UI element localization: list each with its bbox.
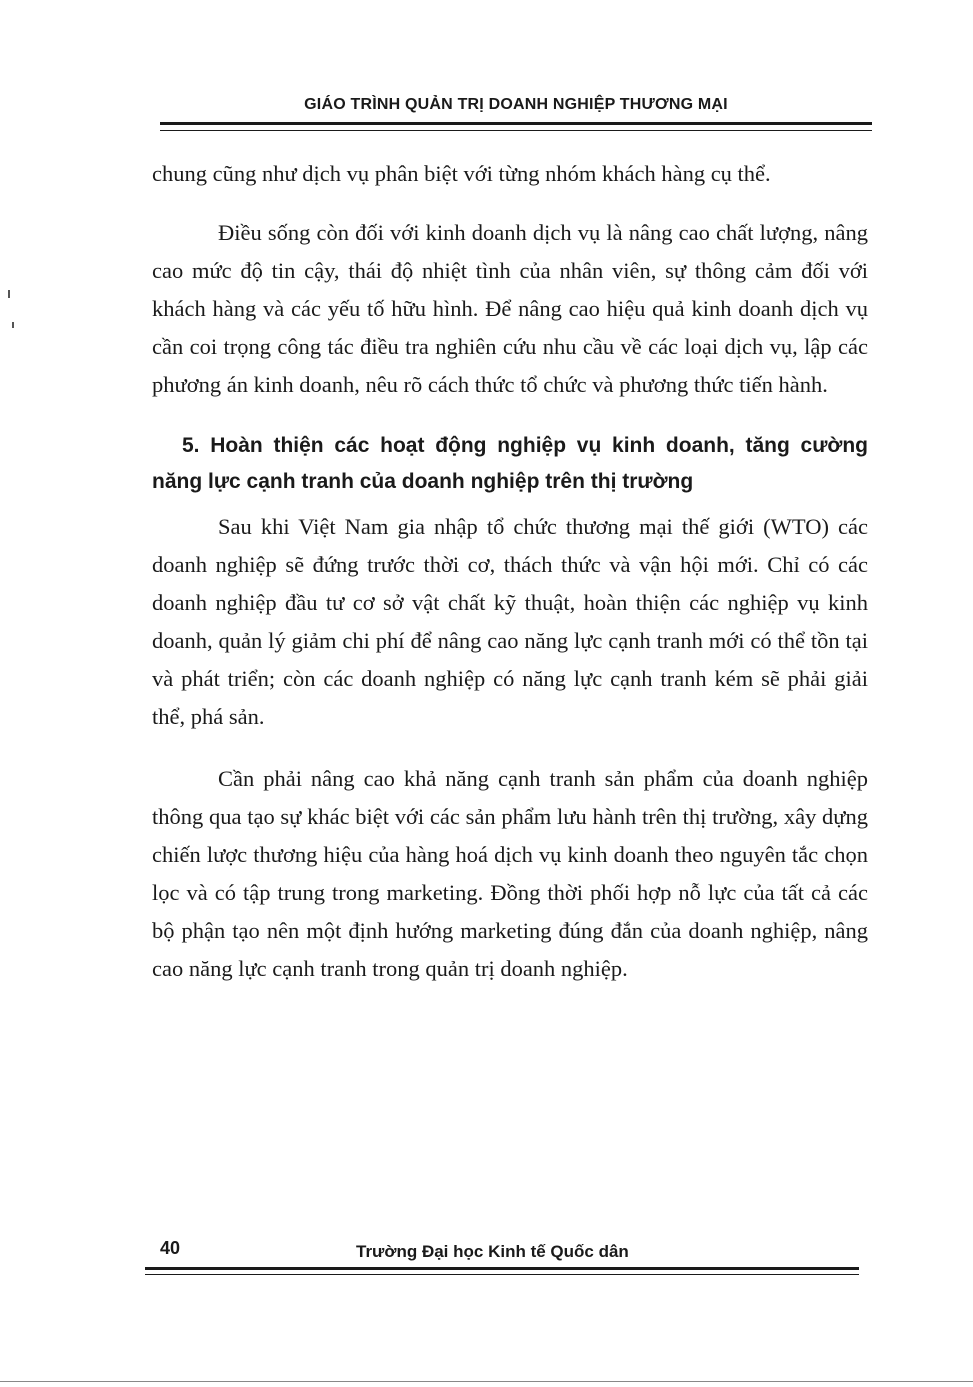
paragraph: Điều sống còn đối với kinh doanh dịch vụ là nâng cao chất lượng, nâng cao mức độ tin cậy, thái độ nhiệt tình của nhân viên, sự thông cảm đối với khách hàng và các yếu tố hữu hình. Để nâng cao hiệu quả kinh doanh dịch vụ cần coi trọng công tác điều tra nghiên cứu nhu cầu về các loại dịch vụ, lập các phương án kinh doanh, nêu rõ cách thức tổ chức và phương thức tiến hành.	[152, 220, 868, 397]
footer-rule-thin	[145, 1274, 859, 1275]
footer-institution: Trường Đại học Kinh tế Quốc dân	[356, 1242, 629, 1261]
footer-rule	[145, 1267, 859, 1270]
header-rule-thin	[160, 130, 872, 131]
section-heading: 5. Hoàn thiện các hoạt động nghiệp vụ kinh doanh, tăng cường năng lực cạnh tranh của doanh nghiệp trên thị trường	[152, 434, 868, 493]
body-text	[152, 155, 868, 988]
header-rule	[160, 122, 872, 125]
scan-edge-line	[0, 1381, 973, 1382]
margin-scan-mark	[8, 290, 10, 298]
paragraph: Cần phải nâng cao khả năng cạnh tranh sản phẩm của doanh nghiệp thông qua tạo sự khác biệt với các sản phẩm lưu hành trên thị trường, xây dựng chiến lược thương hiệu của hàng hoá dịch vụ kinh doanh theo nguyên tắc chọn lọc và có tập trung trong marketing. Đồng thời phối hợp nỗ lực của tất cả các bộ phận tạo nên một định hướng marketing đúng đắn của doanh nghiệp, nâng cao năng lực cạnh tranh trong quản trị doanh nghiệp.	[152, 766, 868, 981]
margin-scan-mark	[12, 322, 14, 328]
paragraph: Sau khi Việt Nam gia nhập tổ chức thương mại thế giới (WTO) các doanh nghiệp sẽ đứng trước thời cơ, thách thức và vận hội mới. Chỉ có các doanh nghiệp đầu tư cơ sở vật chất kỹ thuật, hoàn thiện các nghiệp vụ kinh doanh, quản lý giảm chi phí để nâng cao năng lực cạnh tranh mới có thể tồn tại và phát triển; còn các doanh nghiệp có năng lực cạnh tranh kém sẽ phải giải thể, phá sản.	[152, 514, 868, 729]
paragraph: chung cũng như dịch vụ phân biệt với từng nhóm khách hàng cụ thể.	[152, 161, 771, 186]
running-header: GIÁO TRÌNH QUẢN TRỊ DOANH NGHIỆP THƯƠNG MẠI	[304, 96, 728, 113]
page-number: 40	[160, 1238, 181, 1258]
